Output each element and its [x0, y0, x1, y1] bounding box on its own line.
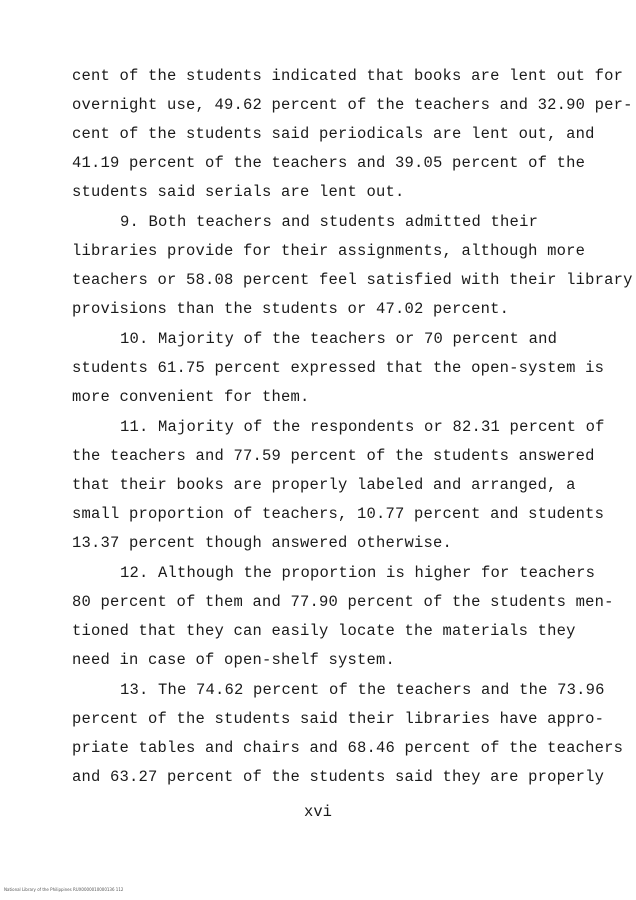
text-line: 13. The 74.62 percent of the teachers and the 73.96 [120, 681, 605, 699]
text-line: overnight use, 49.62 percent of the teachers and 32.90 per- [72, 96, 633, 114]
text-line: need in case of open-shelf system. [72, 651, 396, 669]
text-line: small proportion of teachers, 10.77 percent and students [72, 505, 605, 523]
footer-caption: National Library of the Philippines RUX0000010000136 112 [4, 887, 124, 892]
text-line: percent of the students said their libraries have appro- [72, 710, 605, 728]
text-line: libraries provide for their assignments, although more [72, 242, 586, 260]
text-line: 11. Majority of the respondents or 82.31 percent of [120, 418, 605, 436]
text-line: the teachers and 77.59 percent of the students answered [72, 447, 595, 465]
text-line: students 61.75 percent expressed that the open-system is [72, 359, 605, 377]
text-line: 10. Majority of the teachers or 70 percent and [120, 330, 558, 348]
text-line: students said serials are lent out. [72, 183, 405, 201]
text-line: cent of the students indicated that books are lent out for [72, 67, 624, 85]
text-line: 12. Although the proportion is higher for teachers [120, 564, 596, 582]
text-line: more convenient for them. [72, 388, 310, 406]
text-line: teachers or 58.08 percent feel satisfied with their library [72, 271, 633, 289]
text-line: priate tables and chairs and 68.46 percent of the teachers [72, 739, 624, 757]
text-line: tioned that they can easily locate the materials they [72, 622, 576, 640]
text-line: cent of the students said periodicals are lent out, and [72, 125, 595, 143]
text-line: 9. Both teachers and students admitted their [120, 213, 539, 231]
text-line: 41.19 percent of the teachers and 39.05 percent of the [72, 154, 586, 172]
text-line: provisions than the students or 47.02 percent. [72, 300, 510, 318]
text-line: 80 percent of them and 77.90 percent of the students men- [72, 593, 614, 611]
text-line: and 63.27 percent of the students said they are properly [72, 768, 605, 786]
text-line: 13.37 percent though answered otherwise. [72, 534, 453, 552]
page-number: xvi [304, 803, 332, 821]
text-line: that their books are properly labeled and arranged, a [72, 476, 576, 494]
